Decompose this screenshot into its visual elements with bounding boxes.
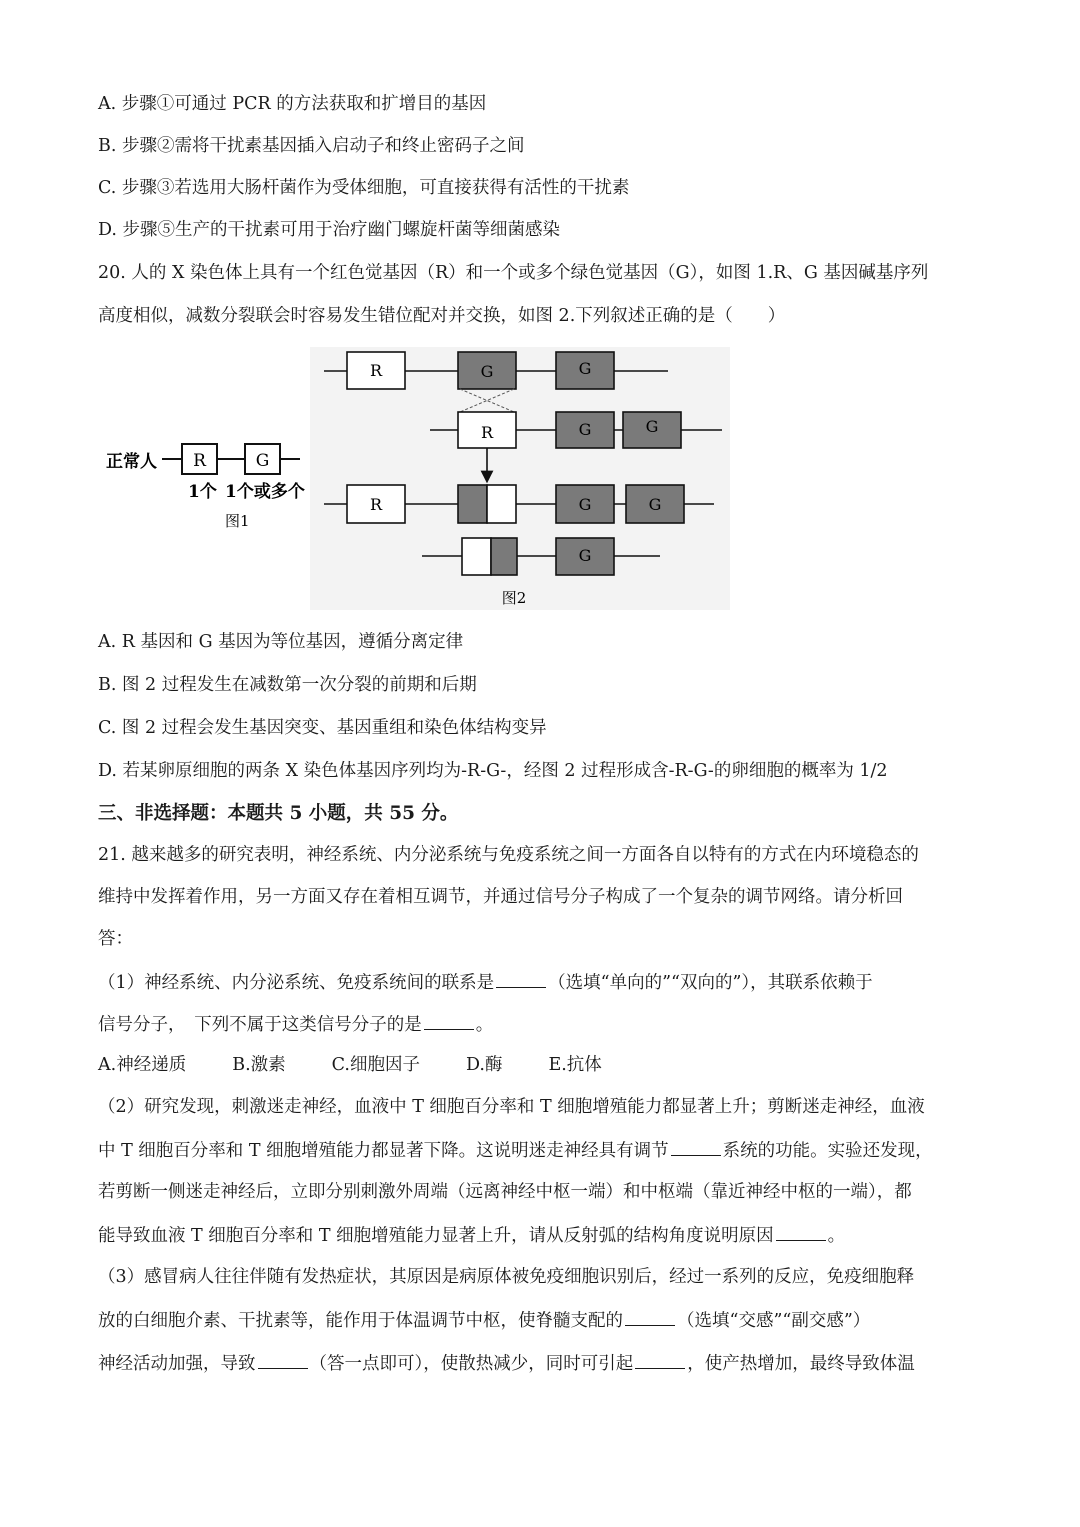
fig2-row3-hybrid-dark <box>458 485 487 523</box>
answer-blank-6[interactable] <box>258 1350 308 1369</box>
q19-option-a: A. 步骤①可通过 PCR 的方法获取和扩增目的基因 <box>98 94 487 114</box>
q21-p1-options <box>98 1053 648 1077</box>
q21-p1-option-a: A.神经递质 <box>98 1055 187 1075</box>
q21-p1-line1-text-b: （选填“单向的”“双向的”），其联系依赖于 <box>548 973 873 993</box>
q21-p3-line3-text-a: 神经活动加强，导致 <box>98 1354 256 1374</box>
q20-option-c: C. 图 2 过程会发生基因突变、基因重组和染色体结构变异 <box>98 718 547 738</box>
q21-p3-line2 <box>98 1307 870 1333</box>
fig1-caption: 图1 <box>225 512 250 530</box>
fig1-normal-label: 正常人 <box>106 452 157 472</box>
figure-1 <box>100 436 320 536</box>
fig1-count-r: 1个 <box>188 482 217 502</box>
figure-2 <box>310 347 730 610</box>
q21-p1-line2-text-a: 信号分子， 下列不属于这类信号分子的是 <box>98 1015 422 1035</box>
q21-p2-line4 <box>98 1222 845 1248</box>
q19-option-d: D. 步骤⑤生产的干扰素可用于治疗幽门螺旋杆菌等细菌感染 <box>98 220 561 240</box>
fig2-row4-hybrid-dark <box>491 538 517 575</box>
fig1-gene-g-label: G <box>255 451 270 471</box>
q21-p3-line2-text-b: （选填“交感”“副交感”） <box>677 1311 871 1331</box>
q20-stem-line2: 高度相似，减数分裂联会时容易发生错位配对并交换，如图 2.下列叙述正确的是（ ） <box>98 306 786 326</box>
q21-stem-line2: 维持中发挥着作用，另一方面又存在着相互调节，并通过信号分子构成了一个复杂的调节网络。请分析回 <box>98 887 903 907</box>
fig1-count-g: 1个或多个 <box>225 482 305 502</box>
fig2-row3-g1-label: G <box>578 495 592 514</box>
answer-blank-1[interactable] <box>496 969 546 988</box>
fig2-row1-r-label: R <box>369 361 383 380</box>
fig2-row4-g-label: G <box>578 546 592 565</box>
fig2-row3-g2-label: G <box>648 495 662 514</box>
q21-stem-line3: 答： <box>98 929 133 949</box>
q21-p1-option-b: B.激素 <box>232 1055 286 1075</box>
q21-p1-option-d: D.酶 <box>465 1055 503 1075</box>
q19-option-b: B. 步骤②需将干扰素基因插入启动子和终止密码子之间 <box>98 136 525 156</box>
q20-option-a: A. R 基因和 G 基因为等位基因，遵循分离定律 <box>98 632 464 652</box>
q21-p1-line1 <box>98 969 873 995</box>
fig1-gene-r-label: R <box>193 451 206 471</box>
fig2-caption: 图2 <box>501 589 527 607</box>
fig2-row3-hybrid-light <box>487 485 516 523</box>
q21-p2-line2-text-a: 中 T 细胞百分率和 T 细胞增殖能力都显著下降。这说明迷走神经具有调节 <box>98 1141 669 1161</box>
q20-stem-line1: 20. 人的 X 染色体上具有一个红色觉基因（R）和一个或多个绿色觉基因（G），如图 1.R、G 基因碱基序列 <box>98 263 929 283</box>
section-title: 三、非选择题：本题共 5 小题，共 55 分。 <box>98 803 459 824</box>
fig2-row1-g1-label: G <box>480 362 494 381</box>
q19-option-c: C. 步骤③若选用大肠杆菌作为受体细胞，可直接获得有活性的干扰素 <box>98 178 630 198</box>
q21-p2-line2-text-b: 系统的功能。实验还发现， <box>722 1141 933 1161</box>
q21-stem-line1: 21. 越来越多的研究表明，神经系统、内分泌系统与免疫系统之间一方面各自以特有的方式在内环境稳态的 <box>98 845 919 865</box>
fig2-row2-g2-label: G <box>645 417 659 436</box>
answer-blank-7[interactable] <box>635 1350 685 1369</box>
q21-p3-line3 <box>98 1350 915 1376</box>
q20-option-d: D. 若某卵原细胞的两条 X 染色体基因序列均为-R-G-，经图 2 过程形成含-R-G-的卵细胞的概率为 1/2 <box>98 761 888 781</box>
q21-p3-line1: （3）感冒病人往往伴随有发热症状，其原因是病原体被免疫细胞识别后，经过一系列的反应，免疫细胞释 <box>98 1267 915 1287</box>
fig2-row4-hybrid-light <box>462 538 491 575</box>
fig2-row2-g1-label: G <box>578 420 592 439</box>
q21-p3-line3-text-b: （答一点即可），使散热减少，同时可引起 <box>309 1354 634 1374</box>
q21-p2-line1: （2）研究发现，刺激迷走神经，血液中 T 细胞百分率和 T 细胞增殖能力都显著上升；剪断迷走神经，血液 <box>98 1097 925 1117</box>
q21-p1-option-e: E.抗体 <box>548 1055 602 1075</box>
answer-blank-5[interactable] <box>625 1307 675 1326</box>
q21-p3-line3-text-c: ，使产热增加，最终导致体温 <box>687 1354 915 1374</box>
answer-blank-4[interactable] <box>776 1222 826 1241</box>
q21-p1-line2 <box>98 1011 493 1037</box>
q21-p2-line2 <box>98 1137 933 1163</box>
answer-blank-3[interactable] <box>671 1137 721 1156</box>
q21-p2-line4-text-b: 。 <box>827 1226 846 1246</box>
fig2-row2-r-label: R <box>480 423 494 442</box>
q21-p1-option-c: C.细胞因子 <box>331 1055 420 1075</box>
q21-p1-line1-text-a: （1）神经系统、内分泌系统、免疫系统间的联系是 <box>98 973 495 993</box>
q20-option-b: B. 图 2 过程发生在减数第一次分裂的前期和后期 <box>98 675 477 695</box>
fig2-row3-r-label: R <box>369 495 383 514</box>
q21-p2-line4-text-a: 能导致血液 T 细胞百分率和 T 细胞增殖能力显著上升，请从反射弧的结构角度说明原因 <box>98 1226 774 1246</box>
fig2-row1-g2-label: G <box>578 359 592 378</box>
q21-p1-line2-text-b: 。 <box>475 1015 494 1035</box>
answer-blank-2[interactable] <box>424 1011 474 1030</box>
q21-p3-line2-text-a: 放的白细胞介素、干扰素等，能作用于体温调节中枢，使脊髓支配的 <box>98 1311 623 1331</box>
q21-p2-line3: 若剪断一侧迷走神经后，立即分别刺激外周端（远离神经中枢一端）和中枢端（靠近神经中枢的一端），都 <box>98 1182 912 1202</box>
